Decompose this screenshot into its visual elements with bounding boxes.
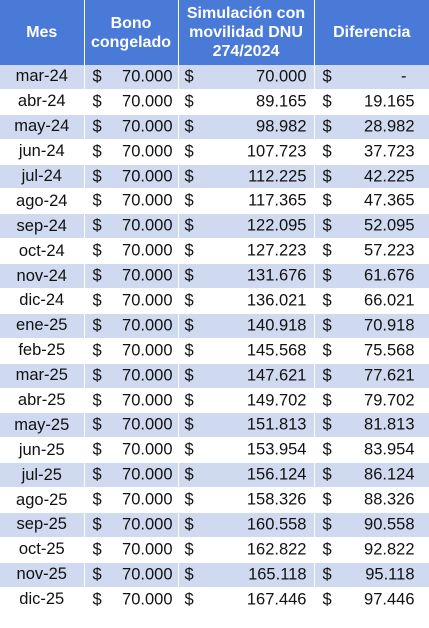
table-row [0, 189, 429, 214]
value-diferencia: 88.326 [364, 490, 415, 509]
currency-symbol: $ [92, 241, 102, 260]
cell-bono [84, 338, 178, 363]
value-diferencia: 90.558 [364, 515, 415, 534]
cell-simulacion [178, 264, 314, 289]
currency-symbol: $ [92, 440, 102, 459]
table-row [0, 513, 429, 538]
currency-symbol: $ [92, 167, 102, 185]
currency-symbol: $ [322, 590, 332, 609]
value-bono: 70.000 [122, 316, 173, 335]
currency-symbol: $ [322, 540, 332, 559]
value-bono: 70.000 [122, 490, 173, 509]
cell-simulacion [178, 388, 314, 413]
value-bono: 70.000 [122, 117, 173, 136]
table-row [0, 239, 429, 264]
cell-mes: ago-24 [0, 189, 84, 214]
currency-symbol: $ [322, 142, 332, 161]
table-row [0, 488, 429, 513]
value-diferencia: 37.723 [364, 142, 415, 161]
cell-mes: nov-25 [0, 562, 84, 587]
currency-symbol: $ [322, 440, 332, 459]
currency-symbol: $ [184, 341, 194, 360]
cell-diferencia [314, 313, 429, 338]
currency-symbol: $ [92, 67, 102, 86]
table-row [0, 413, 429, 438]
cell-simulacion [178, 89, 314, 114]
value-simulacion: 107.723 [246, 142, 307, 161]
currency-symbol: $ [322, 391, 332, 410]
cell-bono [84, 189, 178, 214]
table-row [0, 338, 429, 363]
currency-symbol: $ [92, 142, 102, 161]
currency-symbol: $ [184, 291, 194, 310]
currency-symbol: $ [322, 415, 332, 434]
cell-mes: sep-24 [0, 214, 84, 239]
currency-symbol: $ [92, 391, 102, 410]
currency-symbol: $ [322, 167, 332, 185]
value-simulacion: 165.118 [248, 565, 307, 584]
currency-symbol: $ [184, 515, 194, 534]
cell-mes: dic-25 [0, 587, 84, 612]
currency-symbol: $ [92, 565, 102, 584]
header-diferencia: Diferencia [314, 0, 429, 65]
cell-mes: ene-25 [0, 313, 84, 338]
value-bono: 70.000 [122, 92, 173, 111]
cell-simulacion [178, 114, 314, 139]
cell-diferencia [314, 413, 429, 438]
currency-symbol: $ [322, 117, 332, 136]
value-bono: 70.000 [122, 515, 173, 534]
header-row [0, 0, 429, 65]
currency-symbol: $ [92, 465, 102, 484]
value-bono: 70.000 [122, 341, 173, 360]
cell-diferencia [314, 537, 429, 562]
value-diferencia: 75.568 [364, 341, 415, 360]
cell-mes: oct-24 [0, 239, 84, 264]
cell-mes: abr-25 [0, 388, 84, 413]
cell-mes: mar-25 [0, 363, 84, 388]
value-diferencia: 57.223 [364, 241, 415, 260]
value-diferencia: 28.982 [364, 117, 415, 136]
value-simulacion: 162.822 [246, 540, 307, 559]
currency-symbol: $ [92, 366, 102, 385]
cell-simulacion [178, 513, 314, 538]
cell-simulacion [178, 363, 314, 388]
value-diferencia: 86.124 [364, 465, 415, 484]
value-bono: 70.000 [122, 440, 173, 459]
cell-simulacion [178, 164, 314, 189]
currency-symbol: $ [92, 540, 102, 559]
cell-simulacion [178, 587, 314, 612]
cell-diferencia [314, 562, 429, 587]
value-simulacion: 117.365 [248, 191, 307, 210]
value-simulacion: 153.954 [246, 440, 307, 459]
value-simulacion: 160.558 [246, 515, 307, 534]
cell-mes: jul-24 [0, 164, 84, 189]
cell-bono [84, 488, 178, 513]
cell-bono [84, 239, 178, 264]
value-diferencia: 52.095 [364, 216, 415, 235]
currency-symbol: $ [184, 241, 194, 260]
cell-bono [84, 463, 178, 488]
cell-diferencia [314, 363, 429, 388]
cell-simulacion [178, 139, 314, 164]
currency-symbol: $ [184, 590, 194, 609]
currency-symbol: $ [322, 291, 332, 310]
table-row [0, 89, 429, 114]
currency-symbol: $ [184, 415, 194, 434]
currency-symbol: $ [322, 241, 332, 260]
cell-bono [84, 363, 178, 388]
currency-symbol: $ [184, 391, 194, 410]
currency-symbol: $ [92, 316, 102, 335]
table-row [0, 562, 429, 587]
cell-diferencia [314, 388, 429, 413]
cell-bono [84, 214, 178, 239]
cell-bono [84, 89, 178, 114]
value-simulacion: 140.918 [246, 316, 307, 335]
table-row [0, 65, 429, 89]
currency-symbol: $ [92, 291, 102, 310]
cell-simulacion [178, 65, 314, 89]
cell-diferencia [314, 338, 429, 363]
cell-diferencia [314, 189, 429, 214]
currency-symbol: $ [92, 92, 102, 111]
currency-symbol: $ [322, 490, 332, 509]
cell-simulacion [178, 562, 314, 587]
value-bono: 70.000 [122, 167, 173, 185]
value-diferencia: 70.918 [364, 316, 415, 335]
currency-symbol: $ [322, 341, 332, 360]
value-diferencia: 83.954 [364, 440, 415, 459]
cell-diferencia [314, 164, 429, 189]
currency-symbol: $ [92, 590, 102, 609]
cell-bono [84, 587, 178, 612]
cell-mes: jun-25 [0, 438, 84, 463]
header-bono: Bono congelado [84, 0, 178, 65]
currency-symbol: $ [92, 515, 102, 534]
value-bono: 70.000 [122, 590, 173, 609]
currency-symbol: $ [322, 316, 332, 335]
currency-symbol: $ [184, 316, 194, 335]
cell-diferencia [314, 587, 429, 612]
cell-bono [84, 313, 178, 338]
value-simulacion: 149.702 [246, 391, 307, 410]
value-bono: 70.000 [122, 366, 173, 385]
value-simulacion: 147.621 [246, 366, 307, 385]
value-diferencia: 81.813 [364, 415, 415, 434]
value-diferencia: 92.822 [364, 540, 415, 559]
currency-symbol: $ [322, 67, 332, 86]
cell-bono [84, 388, 178, 413]
currency-symbol: $ [184, 490, 194, 509]
cell-mes: nov-24 [0, 264, 84, 289]
cell-simulacion [178, 214, 314, 239]
cell-mes: sep-25 [0, 513, 84, 538]
value-simulacion: 122.095 [246, 216, 307, 235]
table-row [0, 463, 429, 488]
table-row [0, 214, 429, 239]
currency-symbol: $ [92, 415, 102, 434]
currency-symbol: $ [184, 142, 194, 161]
cell-diferencia [314, 139, 429, 164]
value-simulacion: 151.813 [246, 415, 307, 434]
currency-symbol: $ [184, 565, 194, 584]
currency-symbol: $ [92, 266, 102, 285]
cell-bono [84, 413, 178, 438]
cell-simulacion [178, 463, 314, 488]
cell-simulacion [178, 189, 314, 214]
value-simulacion: 156.124 [246, 465, 307, 484]
currency-symbol: $ [184, 366, 194, 385]
value-bono: 70.000 [122, 540, 173, 559]
value-simulacion: 70.000 [256, 67, 307, 86]
value-bono: 70.000 [122, 465, 173, 484]
cell-simulacion [178, 338, 314, 363]
cell-mes: may-24 [0, 114, 84, 139]
table-row [0, 164, 429, 189]
cell-diferencia [314, 438, 429, 463]
cell-mes: jun-24 [0, 139, 84, 164]
cell-diferencia [314, 488, 429, 513]
value-bono: 70.000 [122, 415, 173, 434]
header-simulacion: Simulación con movilidad DNU 274/2024 [178, 0, 314, 65]
cell-bono [84, 114, 178, 139]
value-bono: 70.000 [122, 142, 173, 161]
table-row [0, 264, 429, 289]
currency-symbol: $ [184, 117, 194, 136]
currency-symbol: $ [322, 216, 332, 235]
value-diferencia: 95.118 [365, 565, 415, 584]
currency-symbol: $ [184, 92, 194, 111]
cell-diferencia [314, 513, 429, 538]
table-header [0, 0, 429, 65]
value-diferencia: 77.621 [364, 366, 415, 385]
value-simulacion: 127.223 [246, 241, 307, 260]
currency-symbol: $ [322, 465, 332, 484]
value-simulacion: 136.021 [246, 291, 307, 310]
cell-bono [84, 513, 178, 538]
value-bono: 70.000 [122, 241, 173, 260]
currency-symbol: $ [92, 191, 102, 210]
currency-symbol: $ [92, 490, 102, 509]
value-diferencia: 47.365 [364, 191, 415, 210]
cell-bono [84, 139, 178, 164]
value-simulacion: 89.165 [256, 92, 307, 111]
cell-diferencia [314, 114, 429, 139]
cell-mes: ago-25 [0, 488, 84, 513]
table-row [0, 139, 429, 164]
table-row [0, 537, 429, 562]
value-bono: 70.000 [122, 565, 173, 584]
currency-symbol: $ [92, 341, 102, 360]
cell-mes: feb-25 [0, 338, 84, 363]
header-mes: Mes [0, 0, 84, 65]
cell-mes: may-25 [0, 413, 84, 438]
cell-diferencia [314, 239, 429, 264]
table-row [0, 363, 429, 388]
value-simulacion: 158.326 [246, 490, 307, 509]
cell-simulacion [178, 239, 314, 264]
value-simulacion: 145.568 [246, 341, 307, 360]
value-simulacion: 112.225 [248, 167, 307, 185]
cell-simulacion [178, 537, 314, 562]
currency-symbol: $ [184, 67, 194, 86]
currency-symbol: $ [322, 266, 332, 285]
cell-diferencia [314, 463, 429, 488]
currency-symbol: $ [322, 191, 332, 210]
currency-symbol: $ [184, 191, 194, 210]
value-diferencia: 79.702 [364, 391, 415, 410]
value-bono: 70.000 [122, 291, 173, 310]
currency-symbol: $ [184, 266, 194, 285]
cell-mes: oct-25 [0, 537, 84, 562]
currency-symbol: $ [322, 565, 332, 584]
cell-simulacion [178, 413, 314, 438]
cell-bono [84, 264, 178, 289]
currency-symbol: $ [184, 540, 194, 559]
table-row [0, 289, 429, 314]
table-body [0, 65, 429, 612]
value-diferencia: 61.676 [364, 266, 415, 285]
value-bono: 70.000 [122, 391, 173, 410]
currency-symbol: $ [184, 465, 194, 484]
cell-bono [84, 562, 178, 587]
table-row [0, 114, 429, 139]
cell-diferencia [314, 89, 429, 114]
value-simulacion: 98.982 [256, 117, 307, 136]
currency-symbol: $ [184, 167, 194, 185]
cell-mes: dic-24 [0, 289, 84, 314]
cell-bono [84, 164, 178, 189]
value-diferencia: - [401, 67, 407, 86]
table-row [0, 587, 429, 612]
currency-symbol: $ [322, 92, 332, 111]
cell-mes: jul-25 [0, 463, 84, 488]
value-simulacion: 167.446 [246, 590, 307, 609]
cell-bono [84, 65, 178, 89]
cell-simulacion [178, 438, 314, 463]
cell-mes: abr-24 [0, 89, 84, 114]
cell-diferencia [314, 289, 429, 314]
currency-symbol: $ [92, 117, 102, 136]
currency-symbol: $ [322, 515, 332, 534]
cell-simulacion [178, 313, 314, 338]
currency-symbol: $ [322, 366, 332, 385]
value-diferencia: 97.446 [364, 590, 415, 609]
value-diferencia: 42.225 [364, 167, 415, 185]
cell-bono [84, 537, 178, 562]
value-diferencia: 19.165 [364, 92, 415, 111]
table-row [0, 438, 429, 463]
cell-diferencia [314, 214, 429, 239]
value-bono: 70.000 [122, 216, 173, 235]
value-diferencia: 66.021 [364, 291, 415, 310]
value-bono: 70.000 [122, 266, 173, 285]
cell-diferencia [314, 65, 429, 89]
currency-symbol: $ [92, 216, 102, 235]
cell-simulacion [178, 488, 314, 513]
table-row [0, 388, 429, 413]
cell-simulacion [178, 289, 314, 314]
table-row [0, 313, 429, 338]
cell-bono [84, 289, 178, 314]
cell-bono [84, 438, 178, 463]
value-simulacion: 131.676 [246, 266, 307, 285]
cell-diferencia [314, 264, 429, 289]
value-bono: 70.000 [122, 67, 173, 86]
currency-symbol: $ [184, 216, 194, 235]
currency-symbol: $ [184, 440, 194, 459]
cell-mes: mar-24 [0, 65, 84, 89]
value-bono: 70.000 [122, 191, 173, 210]
